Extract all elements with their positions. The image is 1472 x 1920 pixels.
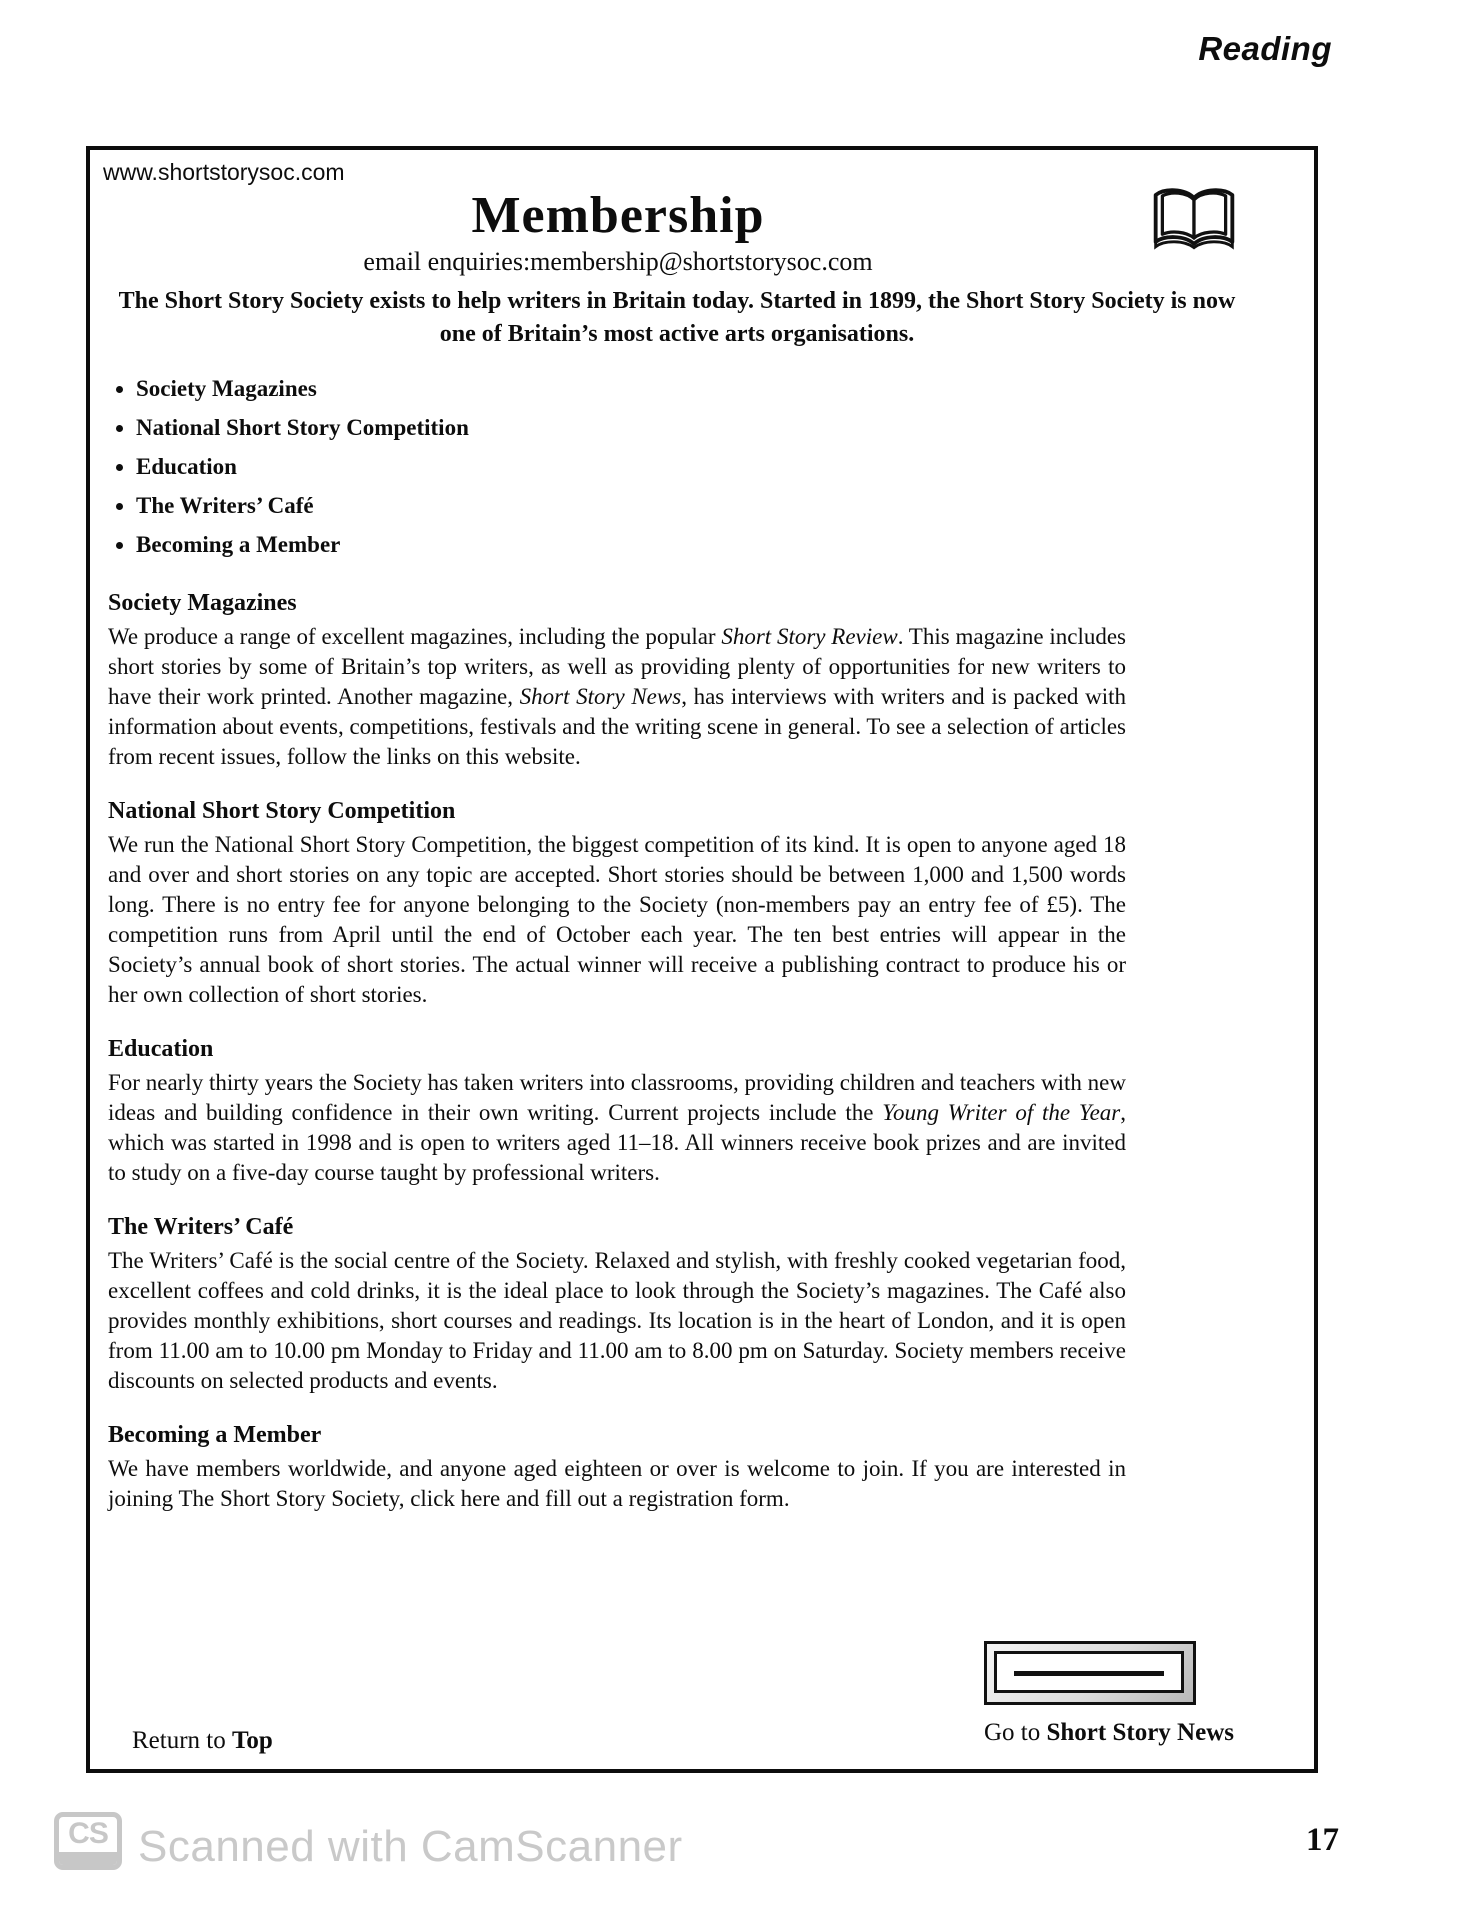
text-run: The Writers’ Café is the social centre of the Society. Relaxed and stylish, with freshly cooked vegetarian food, excellent coffees and cold drinks, it is the ideal place to look through the Society’s magazines. The Café also provides monthly exhibitions, short courses and readings. Its location is in the heart of London, and it is open from 11.00 am to 10.00 pm Monday to Friday and 11.00 am to 8.00 pm on Saturday. Society members receive discounts on selected products and events. xyxy=(108,1248,1126,1393)
camscanner-watermark: Scanned with CamScanner xyxy=(138,1822,683,1871)
go-to-short-story-news-button[interactable] xyxy=(984,1641,1196,1705)
section-paragraph xyxy=(108,830,1126,1010)
magazine-title-short-story-review: Short Story Review xyxy=(721,624,898,649)
menu-item-education[interactable]: • Education xyxy=(136,447,1128,486)
section-writers-cafe xyxy=(108,1214,1128,1396)
section-becoming-a-member xyxy=(108,1422,1128,1514)
webpage-content xyxy=(90,186,1236,1514)
webpage-frame xyxy=(86,146,1318,1773)
email-enquiries-line: email enquiries:membership@shortstorysoc.com xyxy=(363,247,873,276)
project-title-young-writer: Young Writer of the Year xyxy=(882,1100,1121,1125)
page-header-label: Reading xyxy=(1198,30,1332,67)
button-face xyxy=(994,1651,1184,1693)
section-education xyxy=(108,1036,1128,1188)
menu-item-society-magazines[interactable]: • Society Magazines xyxy=(136,369,1128,408)
go-to-short-story-news-link[interactable] xyxy=(984,1719,1234,1747)
button-line xyxy=(1014,1671,1164,1676)
text-run: We have members worldwide, and anyone aged eighteen or over is welcome to join. If you are interested in joining The Short Story Society, xyxy=(108,1456,1126,1511)
menu-item-writers-cafe[interactable]: • The Writers’ Café xyxy=(136,486,1128,525)
section-paragraph xyxy=(108,1246,1126,1396)
page-title: Membership xyxy=(471,187,765,244)
section-heading: National Short Story Competition xyxy=(108,798,456,824)
text-run: . This magazine includes short stories by some of Britain’s top writers, as well as providing plenty of opportunities for new writers to have their work printed. Another magazine, xyxy=(108,624,1126,709)
text-run: We produce a range of excellent magazines, including the popular xyxy=(108,624,722,649)
camscanner-logo-letters: CS xyxy=(68,1817,108,1850)
section-heading: Becoming a Member xyxy=(108,1422,322,1448)
click-here-link[interactable]: click here xyxy=(410,1486,501,1511)
section-society-magazines xyxy=(108,590,1128,772)
text-run: We run the National Short Story Competition, the biggest competition of its kind. It is open to anyone aged 18 and over and short stories on any topic are accepted. Short stories should be between 1,000 and 1,500 words long. There is no entry fee for anyone belonging to the Society (non-members pay an entry fee of £5). The competition runs from April until the end of October each year. The ten best entries will appear in the Society’s annual book of short stories. The actual winner will receive a publishing contract to produce his or her own collection of short stories. xyxy=(108,832,1126,1007)
text-run: For nearly thirty years the Society has taken writers into classrooms, providing children and teachers with new ideas and building confidence in their own writing. Current projects include the xyxy=(108,1070,1126,1125)
section-paragraph xyxy=(108,1454,1126,1514)
section-heading: Education xyxy=(108,1036,214,1062)
section-heading: Society Magazines xyxy=(108,590,297,616)
text-run: , which was started in 1998 and is open to writers aged 11–18. All winners receive book prizes and are invited to study on a five-day course taught by professional writers. xyxy=(108,1100,1127,1185)
intro-text: The Short Story Society exists to help writers in Britain today. Started in 1899, the Short Story Society is now one of Britain’s most active arts organisations. xyxy=(118,288,1236,347)
section-competition xyxy=(108,798,1128,1010)
text-run: Go to xyxy=(984,1719,1047,1746)
return-to-top-link[interactable] xyxy=(132,1727,273,1755)
text-run: Return to xyxy=(132,1727,232,1754)
section-paragraph xyxy=(108,1068,1126,1188)
open-book-icon-svg xyxy=(1148,182,1240,252)
contents-menu xyxy=(108,369,1128,564)
page-number: 17 xyxy=(1306,1822,1339,1858)
menu-item-competition[interactable]: • National Short Story Competition xyxy=(136,408,1128,447)
section-heading: The Writers’ Café xyxy=(108,1214,294,1240)
menu-item-becoming-a-member[interactable]: • Becoming a Member xyxy=(136,525,1128,564)
open-book-icon xyxy=(1148,182,1240,252)
camscanner-logo xyxy=(54,1812,122,1870)
text-run-bold: Short Story News xyxy=(1046,1719,1234,1746)
magazine-title-short-story-news: Short Story News xyxy=(519,684,682,709)
section-paragraph xyxy=(108,622,1126,772)
text-run: , has interviews with writers and is packed with information about events, competitions, festivals and the writing scene in general. To see a selection of articles from recent issues, follow the links on this website. xyxy=(108,684,1126,769)
text-run-bold: Top xyxy=(232,1727,273,1754)
camscanner-logo-band xyxy=(59,1852,117,1865)
site-url: www.shortstorysoc.com xyxy=(103,159,345,185)
text-run: and fill out a registration form. xyxy=(500,1486,790,1511)
